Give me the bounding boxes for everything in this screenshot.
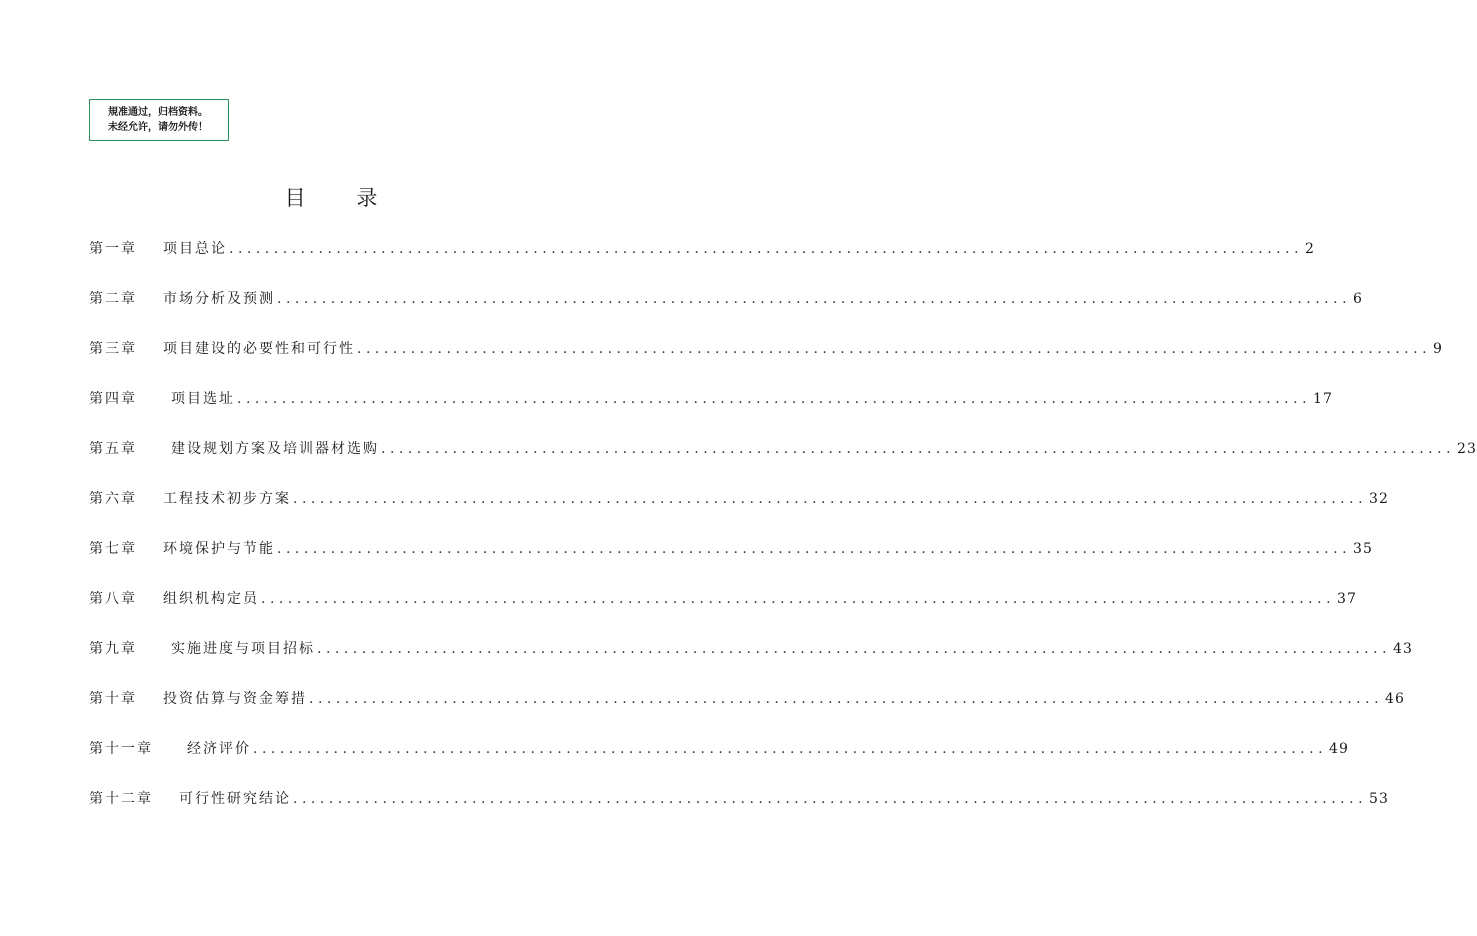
table-of-contents xyxy=(89,236,1477,836)
toc-page-number: 17 xyxy=(1313,391,1333,407)
toc-dot-leader: ........................................................................................................................ xyxy=(237,391,1312,407)
toc-dot-leader: ........................................................................................................................ xyxy=(293,791,1368,807)
toc-page-number: 32 xyxy=(1369,491,1389,507)
toc-page-number: 49 xyxy=(1329,741,1349,757)
toc-entry[interactable] xyxy=(89,786,1389,836)
notice-line-1: 規准通过，归档资料。 xyxy=(108,107,208,118)
toc-entry[interactable] xyxy=(89,636,1413,686)
toc-chapter-title: 环境保护与节能 xyxy=(163,541,275,557)
toc-chapter-title: 投资估算与资金筹措 xyxy=(163,691,307,707)
toc-page-number: 6 xyxy=(1353,291,1363,307)
toc-page-number: 43 xyxy=(1393,641,1413,657)
toc-heading: 目 录 xyxy=(284,186,400,210)
toc-dot-leader: ........................................................................................................................ xyxy=(293,491,1368,507)
toc-chapter-label: 第九章 xyxy=(89,641,137,657)
toc-page-number: 35 xyxy=(1353,541,1373,557)
toc-entry[interactable] xyxy=(89,286,1363,336)
toc-entry[interactable] xyxy=(89,386,1333,436)
confidentiality-notice xyxy=(89,99,229,141)
toc-dot-leader: ........................................................................................................................ xyxy=(317,641,1392,657)
toc-dot-leader: ........................................................................................................................ xyxy=(277,541,1352,557)
toc-chapter-title: 实施进度与项目招标 xyxy=(171,641,315,657)
toc-chapter-label: 第八章 xyxy=(89,591,137,607)
toc-chapter-label: 第二章 xyxy=(89,291,137,307)
toc-chapter-title: 经济评价 xyxy=(187,741,251,757)
toc-chapter-label: 第十章 xyxy=(89,691,137,707)
toc-chapter-label: 第一章 xyxy=(89,241,137,257)
toc-chapter-label: 第三章 xyxy=(89,341,137,357)
toc-entry[interactable] xyxy=(89,736,1349,786)
toc-entry[interactable] xyxy=(89,586,1357,636)
notice-line-2: 未经允许，请勿外传！ xyxy=(108,122,208,133)
toc-page-number: 53 xyxy=(1369,791,1389,807)
toc-chapter-label: 第五章 xyxy=(89,441,137,457)
toc-chapter-label: 第十一章 xyxy=(89,741,153,757)
toc-page-number: 2 xyxy=(1305,241,1315,257)
toc-entry[interactable] xyxy=(89,536,1373,586)
toc-chapter-label: 第四章 xyxy=(89,391,137,407)
toc-page-number: 46 xyxy=(1385,691,1405,707)
toc-page-number: 37 xyxy=(1337,591,1357,607)
toc-entry[interactable] xyxy=(89,236,1315,286)
toc-chapter-title: 项目建设的必要性和可行性 xyxy=(163,341,355,357)
toc-chapter-label: 第七章 xyxy=(89,541,137,557)
toc-chapter-title: 组织机构定员 xyxy=(163,591,259,607)
toc-chapter-label: 第十二章 xyxy=(89,791,153,807)
toc-dot-leader: ........................................................................................................................ xyxy=(277,291,1352,307)
toc-page-number: 9 xyxy=(1433,341,1443,357)
toc-dot-leader: ........................................................................................................................ xyxy=(309,691,1384,707)
toc-chapter-label: 第六章 xyxy=(89,491,137,507)
toc-chapter-title: 项目总论 xyxy=(163,241,227,257)
toc-chapter-title: 市场分析及预测 xyxy=(163,291,275,307)
toc-entry[interactable] xyxy=(89,686,1405,736)
toc-chapter-title: 项目选址 xyxy=(171,391,235,407)
toc-entry[interactable] xyxy=(89,436,1477,486)
toc-dot-leader: ........................................................................................................................ xyxy=(253,741,1328,757)
toc-entry[interactable] xyxy=(89,336,1443,386)
toc-chapter-title: 工程技术初步方案 xyxy=(163,491,291,507)
toc-chapter-title: 可行性研究结论 xyxy=(179,791,291,807)
toc-page-number: 23 xyxy=(1457,441,1477,457)
toc-dot-leader: ........................................................................................................................ xyxy=(229,241,1304,257)
toc-chapter-title: 建设规划方案及培训器材选购 xyxy=(171,441,379,457)
toc-dot-leader: ........................................................................................................................ xyxy=(357,341,1432,357)
toc-dot-leader: ........................................................................................................................ xyxy=(381,441,1456,457)
toc-entry[interactable] xyxy=(89,486,1389,536)
toc-dot-leader: ........................................................................................................................ xyxy=(261,591,1336,607)
